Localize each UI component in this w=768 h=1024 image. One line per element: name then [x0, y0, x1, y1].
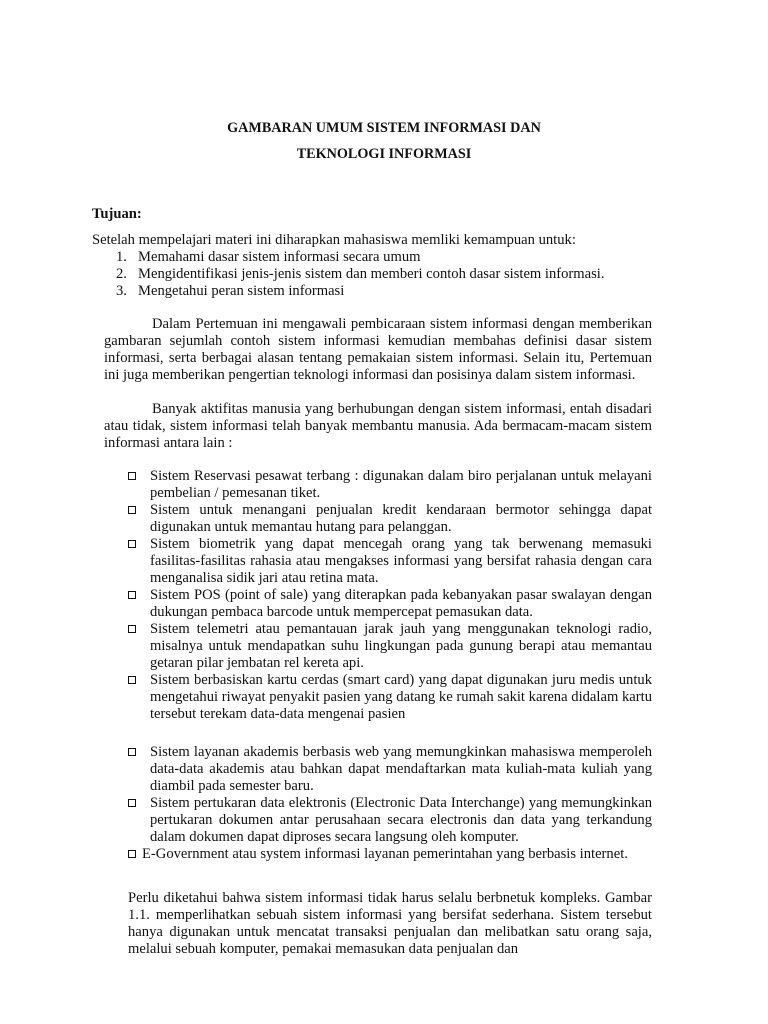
- list-item: [128, 672, 652, 723]
- page-title-line-2: TEKNOLOGI INFORMASI: [296, 146, 472, 162]
- goal-item-3: [116, 283, 605, 300]
- list-item-text: Sistem untuk menangani penjualan kredit kendaraan bermotor sehingga dapat digunakan untuk memantau hutang para pelanggan.: [150, 502, 652, 535]
- checkbox-bullet-icon: [128, 591, 136, 599]
- goal-text: Mengidentifikasi jenis-jenis sistem dan memberi contoh dasar sistem informasi.: [138, 266, 605, 282]
- goals-heading: Tujuan:: [92, 206, 142, 222]
- list-item-text: Sistem Reservasi pesawat terbang : digunakan dalam biro perjalanan untuk melayani pembelian / pemesanan tiket.: [150, 468, 652, 501]
- paragraph-closing: Perlu diketahui bahwa sistem informasi tidak harus selalu berbnetuk kompleks. Gambar 1.1. memperlihatkan sebuah sistem informasi yang bersifat sederhana. Sistem tersebut hanya digunakan untuk mencatat transaksi penjualan dan melibatkan satu orang saja, melalui sebuah komputer, pemakai memasukan data penjualan dan: [128, 890, 652, 957]
- goal-text: Memahami dasar sistem informasi secara umum: [138, 249, 421, 265]
- list-item-text: Sistem berbasiskan kartu cerdas (smart card) yang dapat digunakan juru medis untuk mengetahui riwayat penyakit pasien yang datang ke rumah sakit karena didalam kartu tersebut terekam data-data mengenai pasien: [150, 672, 652, 722]
- goals-list: [116, 249, 605, 300]
- goal-number: 3.: [116, 283, 127, 299]
- list-item: [128, 621, 652, 672]
- list-item: [128, 587, 652, 621]
- list-item: [128, 846, 652, 863]
- checkbox-bullet-icon: [128, 506, 136, 514]
- goal-text: Mengetahui peran sistem informasi: [138, 283, 345, 299]
- list-item: [128, 795, 652, 846]
- paragraph-examples-intro: Banyak aktifitas manusia yang berhubungan dengan sistem informasi, entah disadari atau tidak, sistem informasi telah banyak membantu manusia. Ada bermacam-macam sistem informasi antara lain :: [104, 401, 652, 451]
- checkbox-bullet-icon: [128, 676, 136, 684]
- goal-item-1: [116, 249, 605, 266]
- list-item-text: Sistem POS (point of sale) yang diterapkan pada kebanyakan pasar swalayan dengan dukungan pembaca barcode untuk mempercepat pemasukan data.: [150, 587, 652, 620]
- list-item: [128, 502, 652, 536]
- list-item-text: Sistem pertukaran data elektronis (Electronic Data Interchange) yang memungkinkan pertukaran dokumen antar perusahaan secara electronis dan data yang terkandung dalam dokumen dapat diproses secara langsung oleh komputer.: [150, 795, 652, 845]
- list-item-text: E-Government atau system informasi layanan pemerintahan yang berbasis internet.: [142, 846, 628, 862]
- checkbox-bullet-icon: [128, 540, 136, 548]
- checkbox-bullet-icon: [128, 748, 136, 756]
- list-item-text: Sistem telemetri atau pemantauan jarak jauh yang menggunakan teknologi radio, misalnya untuk mendapatkan suhu lingkungan pada gunung berapi atau memantau getaran pilar jembatan rel kereta api.: [150, 621, 652, 671]
- goal-item-2: [116, 266, 605, 283]
- list-item: [128, 536, 652, 587]
- goal-number: 2.: [116, 266, 127, 282]
- list-item: [128, 468, 652, 502]
- list-item-text: Sistem biometrik yang dapat mencegah orang yang tak berwenang memasuki fasilitas-fasilitas rahasia atau mengakses informasi yang bersifat rahasia dengan cara menganalisa sidik jari atau retina mata.: [150, 536, 652, 586]
- paragraph-intro: Dalam Pertemuan ini mengawali pembicaraan sistem informasi dengan memberikan gambaran sejumlah contoh sistem informasi kemudian membahas definisi dasar sistem informasi, serta berbagai alasan tentang pemakaian sistem informasi. Selain itu, Pertemuan ini juga memberikan pengertian teknologi informasi dan posisinya dalam sistem informasi.: [104, 316, 652, 383]
- goal-number: 1.: [116, 249, 127, 265]
- list-item-text: Sistem layanan akademis berbasis web yang memungkinkan mahasiswa memperoleh data-data akademis atau bahkan dapat mendaftarkan mata kuliah-mata kuliah yang diambil pada semester baru.: [150, 744, 652, 794]
- list-item: [128, 744, 652, 795]
- checkbox-bullet-icon: [128, 625, 136, 633]
- goals-intro: Setelah mempelajari materi ini diharapkan mahasiswa memliki kemampuan untuk:: [92, 232, 576, 248]
- examples-list-2: [128, 744, 652, 863]
- checkbox-bullet-icon: [128, 850, 136, 858]
- checkbox-bullet-icon: [128, 799, 136, 807]
- checkbox-bullet-icon: [128, 472, 136, 480]
- examples-list-1: [128, 468, 652, 723]
- page-title-line-1: GAMBARAN UMUM SISTEM INFORMASI DAN: [227, 120, 541, 136]
